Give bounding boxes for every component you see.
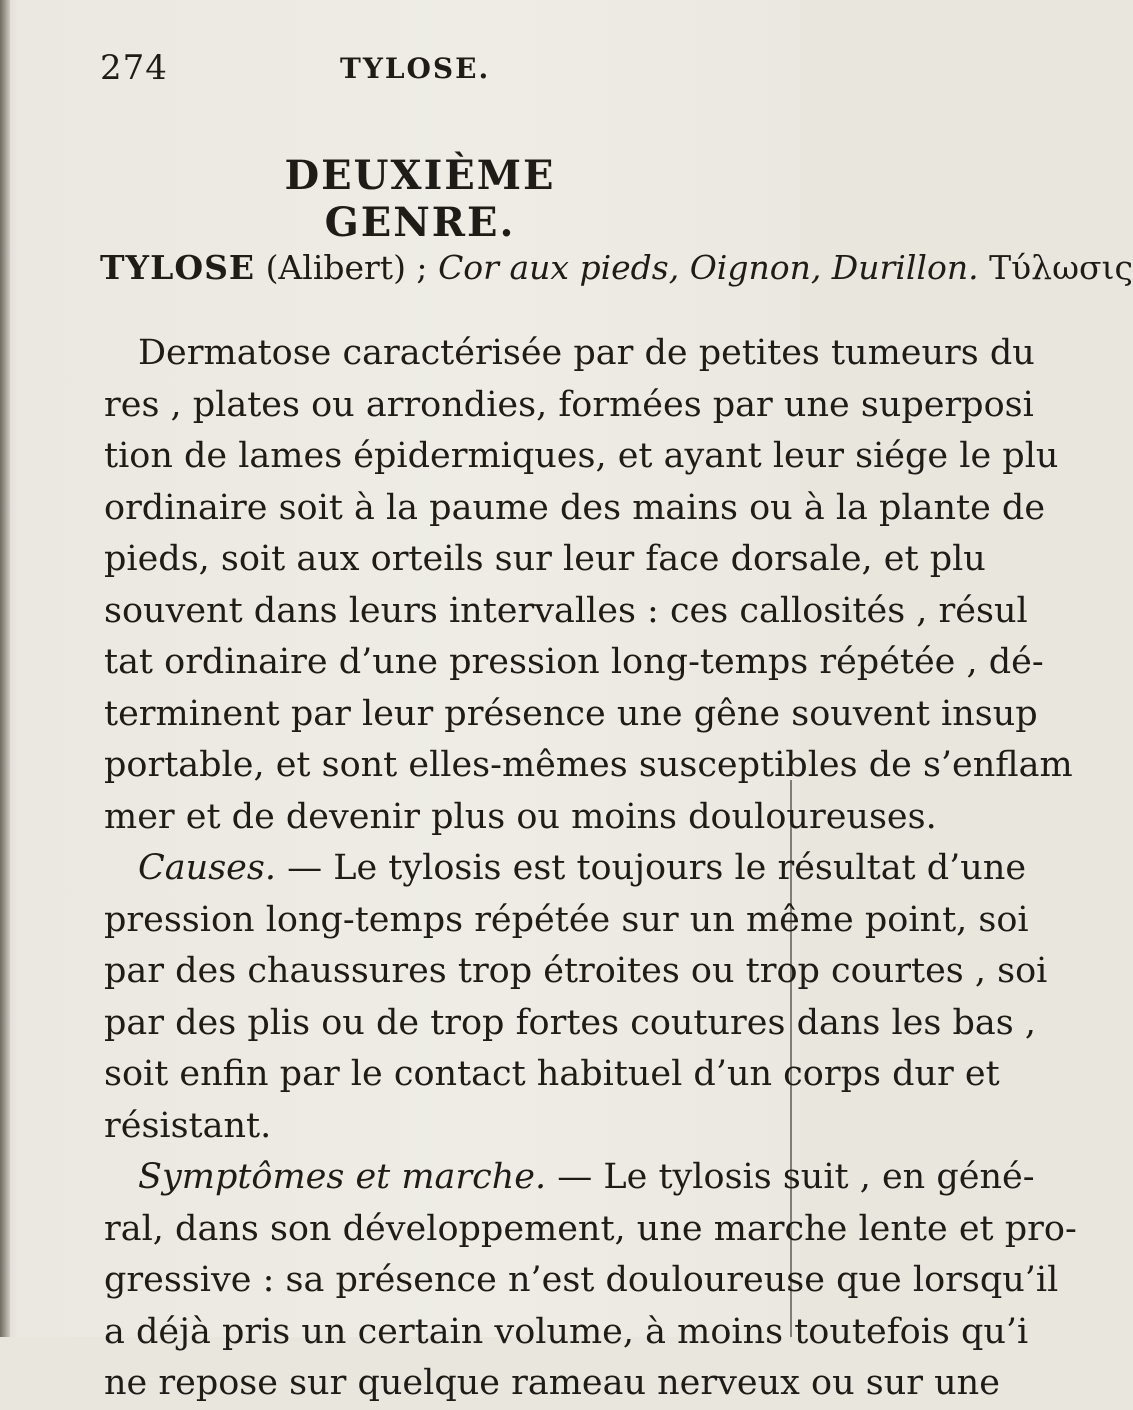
text-line: ral, dans son développement, une marche lente et pro- xyxy=(104,1208,1077,1249)
text-line: tat ordinaire d’une pression long-temps répétée , dé- xyxy=(104,642,1044,682)
paragraph-definition xyxy=(104,328,1073,843)
text-line: pression long-temps répétée sur un même point, soi xyxy=(104,899,1029,940)
text-line: souvent dans leurs intervalles : ces callosités , résul xyxy=(104,590,1028,631)
text-line: mer et de devenir plus ou moins douloureuses. xyxy=(104,796,937,837)
entry-attribution: (Alibert) ; xyxy=(265,248,428,287)
text-line: par des chaussures trop étroites ou trop courtes , soi xyxy=(104,951,1048,991)
running-title: TYLOSE. xyxy=(340,52,491,85)
text-line: Dermatose caractérisée par de petites tumeurs du xyxy=(138,333,1035,373)
text-line: pieds, soit aux orteils sur leur face dorsale, et plu xyxy=(104,539,986,579)
text-line: soit enfin par le contact habituel d’un corps dur et xyxy=(104,1054,1000,1094)
entry-synonyms: Cor aux pieds, Oignon, Durillon. xyxy=(438,248,979,287)
text-line: ordinaire soit à la paume des mains ou à la plante de xyxy=(104,487,1046,528)
text-line: résistant. xyxy=(104,1105,272,1146)
text-run: — Le tylosis suit , en géné- xyxy=(546,1157,1035,1197)
text-line: res , plates ou arrondies, formées par une superposi xyxy=(104,384,1034,425)
text-line: terminent par leur présence une gêne souvent insup xyxy=(104,693,1038,734)
entry-term: TYLOSE xyxy=(100,248,256,287)
page-number: 274 xyxy=(100,48,168,88)
symptoms-heading: Symptômes et marche. xyxy=(138,1157,547,1197)
page-gutter-shadow xyxy=(0,0,10,1337)
text-line xyxy=(104,1152,1035,1204)
text-line: par des plis ou de trop fortes coutures dans les bas , xyxy=(104,1002,1036,1043)
text-line xyxy=(104,843,1027,895)
paragraph-symptoms xyxy=(104,1152,1077,1410)
running-head xyxy=(100,48,620,88)
section-title: DEUXIÈME GENRE. xyxy=(284,152,556,246)
entry-heading xyxy=(100,248,1133,287)
text-line: ne repose sur quelque rameau nerveux ou sur une xyxy=(104,1363,1000,1403)
text-line: gressive : sa présence n’est douloureuse que lorsqu’il xyxy=(104,1260,1059,1300)
text-line: portable, et sont elles-mêmes susceptibles de s’enflam xyxy=(104,745,1073,785)
text-run: — Le tylosis est toujours le résultat d’une xyxy=(275,848,1027,888)
body-text xyxy=(104,328,1077,1410)
text-line: a déjà pris un certain volume, à moins toutefois qu’i xyxy=(104,1311,1029,1352)
causes-heading: Causes. xyxy=(138,848,276,888)
entry-greek: Τύλωσις xyxy=(989,248,1133,287)
text-line: tion de lames épidermiques, et ayant leur siége le plu xyxy=(104,436,1059,476)
paragraph-causes xyxy=(104,843,1048,1152)
